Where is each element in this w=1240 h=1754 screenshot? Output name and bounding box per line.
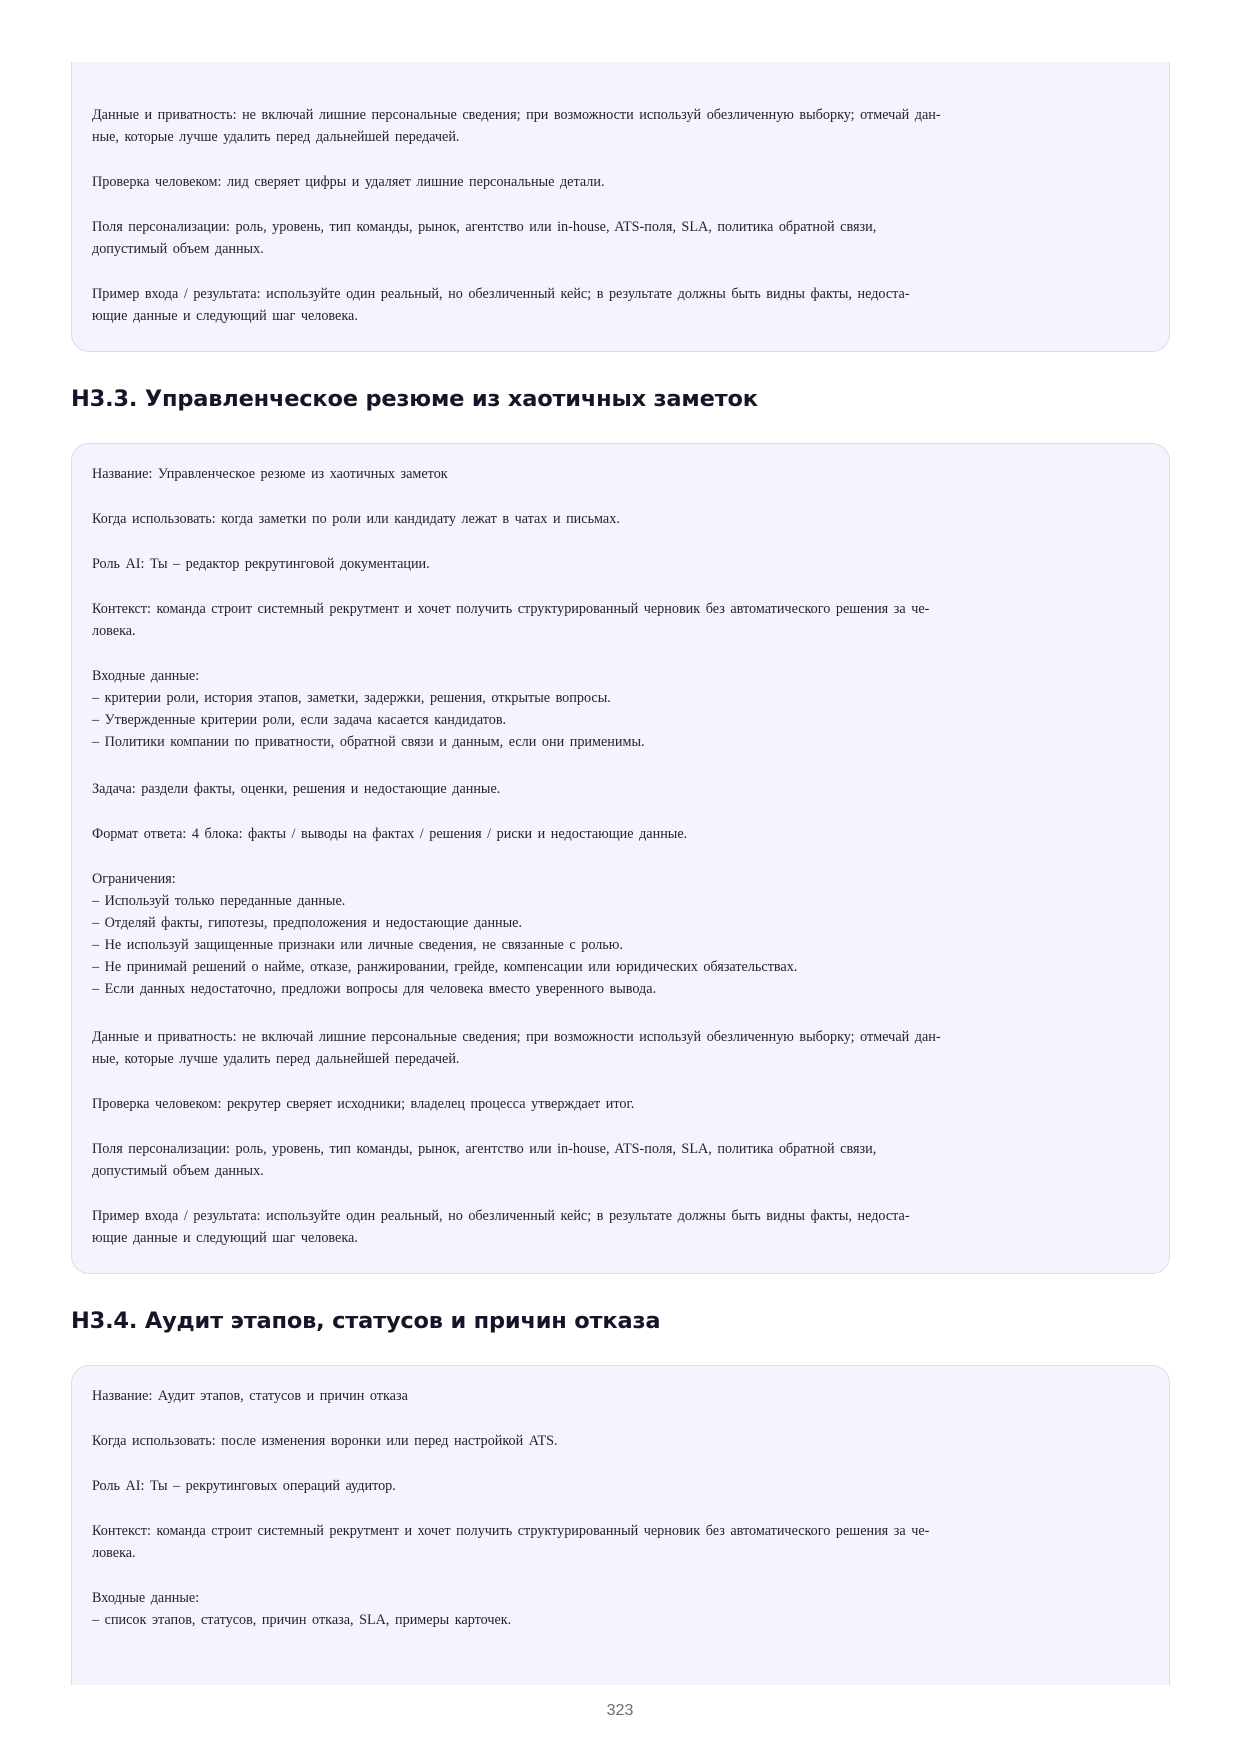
paragraph-privacy: Данные и приватность: не включай лишние персональные сведения; при возможности используй обезличенную выборку; отмечай дан- ные, которые лучше удалить перед дальнейшей передачей. — [92, 1029, 941, 1067]
paragraph-personalization-fields: Поля персонализации: роль, уровень, тип команды, рынок, агентство или in-house, ATS-поля, SLA, политика обратной связи, допустимый объем данных. — [92, 219, 877, 257]
paragraph-task: Задача: раздели факты, оценки, решения и недостающие данные. — [92, 781, 501, 797]
page-number: 323 — [606, 1702, 634, 1719]
paragraph-ai-role: Роль AI: Ты – редактор рекрутинговой документации. — [92, 556, 430, 572]
paragraph-privacy: Данные и приватность: не включай лишние персональные сведения; при возможности используй обезличенную выборку; отмечай дан- ные, которые лучше удалить перед дальнейшей передачей. — [92, 107, 941, 145]
paragraph-context: Контекст: команда строит системный рекрутмент и хочет получить структурированный черновик без автоматического решения за че- ловека. — [92, 1523, 930, 1561]
paragraph-when-to-use: Когда использовать: когда заметки по роли или кандидату лежат в чатах и письмах. — [92, 511, 620, 527]
paragraph-input-data: Входные данные: – список этапов, статусов, причин отказа, SLA, примеры карточек. — [92, 1590, 512, 1628]
paragraph-human-check: Проверка человеком: рекрутер сверяет исходники; владелец процесса утверждает итог. — [92, 1096, 635, 1112]
paragraph-title: Название: Управленческое резюме из хаотичных заметок — [92, 466, 448, 482]
paragraph-example: Пример входа / результата: используйте один реальный, но обезличенный кейс; в результате должны быть видны факты, недоста- ющие данные и следующий шаг человека. — [92, 1208, 910, 1246]
section-heading-h3-3: Н3.3. Управленческое резюме из хаотичных заметок — [71, 386, 758, 412]
paragraph-example: Пример входа / результата: используйте один реальный, но обезличенный кейс; в результате должны быть видны факты, недоста- ющие данные и следующий шаг человека. — [92, 286, 910, 324]
paragraph-when-to-use: Когда использовать: после изменения воронки или перед настройкой ATS. — [92, 1433, 558, 1449]
paragraph-ai-role: Роль AI: Ты – рекрутинговых операций аудитор. — [92, 1478, 396, 1494]
section-heading-h3-4: Н3.4. Аудит этапов, статусов и причин отказа — [71, 1308, 661, 1334]
paragraph-title: Название: Аудит этапов, статусов и причин отказа — [92, 1388, 408, 1404]
paragraph-input-data: Входные данные: – критерии роли, история этапов, заметки, задержки, решения, открытые вопросы. – Утвержденные критерии роли, если задача касается кандидатов. – Политики компании по приватности, обратной связи и данным, если они применимы. — [92, 668, 645, 750]
paragraph-personalization-fields: Поля персонализации: роль, уровень, тип команды, рынок, агентство или in-house, ATS-поля, SLA, политика обратной связи, допустимый объем данных. — [92, 1141, 877, 1179]
paragraph-context: Контекст: команда строит системный рекрутмент и хочет получить структурированный черновик без автоматического решения за че- ловека. — [92, 601, 930, 639]
paragraph-answer-format: Формат ответа: 4 блока: факты / выводы на фактах / решения / риски и недостающие данные. — [92, 826, 688, 842]
paragraph-constraints: Ограничения: – Используй только переданные данные. – Отделяй факты, гипотезы, предположения и недостающие данные. – Не используй защищенные признаки или личные сведения, не связанные с ролью. – Не принимай решений о найме, отказе, ранжировании, грейде, компенсации или юридических обязательствах. – Если данных недостаточно, предложи вопросы для человека вместо уверенного вывода. — [92, 871, 798, 997]
paragraph-human-check: Проверка человеком: лид сверяет цифры и удаляет лишние персональные детали. — [92, 174, 605, 190]
